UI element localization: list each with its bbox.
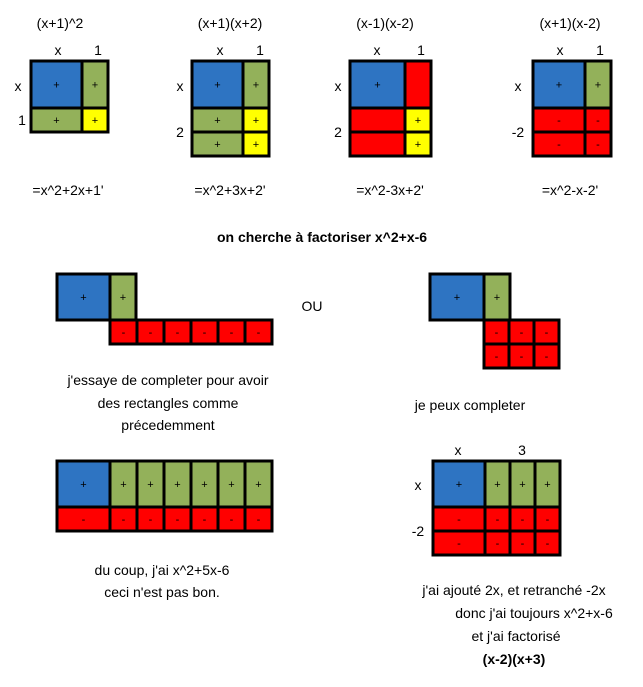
left-result-neg-unit-tile-2	[137, 507, 164, 531]
right-result-neg-unit-tile-r1c2-sign: -	[520, 514, 525, 526]
example-2-title: (x+1)(x+2)	[197, 15, 263, 31]
ex2-unit-tile-2-sign: +	[252, 139, 260, 151]
ex4-neg-x-tile-row2-sign: -	[557, 139, 561, 151]
right-result-neg-unit-tile-r2c3-sign: -	[545, 538, 550, 550]
right-left-label-x: x	[414, 477, 422, 493]
example-2-top-label-x: x	[216, 42, 224, 58]
right-neg-unit-tile-r2c1-sign: -	[494, 351, 499, 363]
right-result-neg-unit-tile-r2c2-sign: -	[520, 538, 525, 550]
left-result-neg-unit-tile-4	[191, 507, 218, 531]
ex3-neg-x-tile-row1	[350, 108, 405, 132]
ex2-x2-tile	[192, 61, 243, 108]
ex2-x-tile-row1-sign: +	[214, 115, 221, 127]
right-result-neg-x-tile-2-sign: -	[457, 538, 461, 550]
example-2-result: =x^2+3x+2'	[194, 182, 266, 198]
left-result-x-tile-6-sign: +	[255, 479, 262, 491]
right-neg-unit-tile-r1c3-sign: -	[544, 327, 549, 339]
left-neg-unit-tile-2-sign: -	[148, 327, 153, 339]
example-1-top-label-1: 1	[94, 42, 102, 58]
ex3-unit-tile-1	[405, 108, 431, 132]
ex2-x2-tile-sign: +	[214, 79, 221, 92]
right-x-tile	[484, 274, 510, 320]
ex4-neg-x-tile-row1-sign: -	[557, 115, 561, 127]
right-result-neg-unit-tile-r2c3	[535, 531, 560, 555]
left-result-x-tile-2	[137, 461, 164, 507]
right-neg-unit-tile-r2c2-sign: -	[519, 351, 524, 363]
left-result-x-tile-6	[245, 461, 272, 507]
example-1-left-label-x: x	[14, 78, 22, 94]
ex1-x2-tile-sign: +	[53, 79, 60, 92]
ex1-x-tile-bottom-sign: +	[53, 115, 60, 127]
example-4-left-label-neg2: -2	[511, 124, 525, 140]
left-result-x2-tile-sign: +	[80, 479, 87, 491]
left-result-x-tile-4	[191, 461, 218, 507]
example-2-top-label-1: 1	[256, 42, 264, 58]
right-result-neg-unit-tile-r1c2	[510, 507, 535, 531]
right-result-neg-x-tile-1-sign: -	[457, 514, 461, 526]
ex1-unit-tile	[82, 108, 108, 132]
ex2-unit-tile-2	[243, 132, 269, 156]
left-neg-unit-tile-6-sign: -	[256, 327, 261, 339]
left-result-x-tile-5-sign: +	[228, 479, 235, 491]
right-result-neg-unit-tile-r2c1	[485, 531, 510, 555]
ex4-neg-unit-tile-2	[585, 132, 611, 156]
or-label: OU	[301, 298, 323, 314]
left-result-neg-x-tile	[57, 507, 110, 531]
right-left-label-neg2: -2	[411, 523, 425, 539]
left-result-x-tile-1-sign: +	[120, 479, 127, 491]
ex1-x-tile-top-sign: +	[91, 79, 99, 92]
right-neg-unit-tile-r1c2	[509, 320, 534, 344]
left-result-x-tile-2-sign: +	[147, 479, 154, 491]
ex3-unit-tile-2	[405, 132, 431, 156]
ex1-x-tile-bottom	[31, 108, 82, 132]
ex2-x-tile-right-sign: +	[252, 79, 260, 92]
ex4-neg-unit-tile-1	[585, 108, 611, 132]
ex4-neg-unit-tile-1-sign: -	[596, 115, 600, 127]
ex2-x-tile-row2-sign: +	[214, 139, 221, 151]
right-neg-unit-tile-r1c1	[484, 320, 509, 344]
left-neg-unit-tile-1	[110, 320, 137, 344]
example-4-top-label-1: 1	[596, 42, 604, 58]
example-1-title: (x+1)^2	[36, 15, 84, 31]
left-result-neg-unit-tile-4-sign: -	[202, 514, 207, 526]
left-result-neg-unit-tile-1-sign: -	[121, 514, 126, 526]
right-neg-unit-tile-r2c3	[534, 344, 559, 368]
right-result-x-tile-1-sign: +	[494, 479, 501, 491]
left-neg-unit-tile-3-sign: -	[175, 327, 180, 339]
right-result-x-tile-1	[485, 461, 510, 507]
ex3-neg-x-tile-right	[405, 61, 431, 108]
left-neg-unit-tile-1-sign: -	[121, 327, 126, 339]
right-caption: je peux completer	[414, 397, 526, 413]
right-top-label-x: x	[454, 442, 462, 458]
right-neg-unit-tile-r2c1	[484, 344, 509, 368]
right-result-neg-unit-tile-r2c2	[510, 531, 535, 555]
example-2-left-label-x: x	[176, 78, 184, 94]
right-neg-unit-tile-r2c2	[509, 344, 534, 368]
right-top-label-3: 3	[518, 442, 526, 458]
right-result-x2-tile-sign: +	[455, 479, 463, 491]
right-x2-tile	[430, 274, 484, 320]
right-result-x-tile-2-sign: +	[519, 479, 526, 491]
left-result-x-tile-4-sign: +	[201, 479, 208, 491]
right-neg-unit-tile-r2c3-sign: -	[544, 351, 549, 363]
right-result-x2-tile	[433, 461, 485, 507]
ex3-x2-tile	[350, 61, 405, 108]
left-result-x-tile-3-sign: +	[174, 479, 181, 491]
right-result-neg-unit-tile-r1c3-sign: -	[545, 514, 550, 526]
ex1-unit-tile-sign: +	[91, 115, 99, 127]
example-1-top-label-x: x	[54, 42, 62, 58]
left-result-x-tile-5	[218, 461, 245, 507]
left-result-x-tile-3	[164, 461, 191, 507]
ex1-x2-tile	[31, 61, 82, 108]
ex1-x-tile-top	[82, 61, 108, 108]
left-x-tile-sign: +	[119, 292, 127, 304]
ex4-neg-x-tile-row2	[533, 132, 585, 156]
example-3-top-label-1: 1	[417, 42, 425, 58]
left-neg-unit-tile-3	[164, 320, 191, 344]
factorised-answer: (x-2)(x+3)	[482, 651, 546, 667]
ex4-x2-tile	[533, 61, 585, 108]
left-caption-line-1: j'essaye de completer pour avoir	[67, 372, 269, 388]
right-neg-unit-tile-r1c1-sign: -	[494, 327, 499, 339]
ex4-neg-unit-tile-2-sign: -	[596, 139, 600, 151]
right-result-line-1: j'ai ajouté 2x, et retranché -2x	[422, 582, 606, 598]
ex4-x-tile-right-sign: +	[594, 79, 602, 92]
left-result-neg-unit-tile-5	[218, 507, 245, 531]
right-result-neg-unit-tile-r1c1-sign: -	[495, 514, 500, 526]
left-result-line-1: du coup, j'ai x^2+5x-6	[94, 562, 230, 578]
left-result-neg-x-tile-sign: -	[81, 514, 86, 526]
right-result-x-tile-2	[510, 461, 535, 507]
left-result-x2-tile	[57, 461, 110, 507]
left-caption-line-2: des rectangles comme	[97, 395, 239, 411]
example-4-left-label-x: x	[514, 78, 522, 94]
left-neg-unit-tile-2	[137, 320, 164, 344]
left-result-neg-unit-tile-1	[110, 507, 137, 531]
ex3-unit-tile-1-sign: +	[414, 115, 422, 127]
ex4-x2-tile-sign: +	[555, 79, 563, 92]
left-result-line-2: ceci n'est pas bon.	[104, 584, 220, 600]
ex4-x-tile-right	[585, 61, 611, 108]
example-4-title: (x+1)(x-2)	[539, 15, 601, 31]
left-result-neg-unit-tile-3-sign: -	[175, 514, 180, 526]
left-result-neg-unit-tile-5-sign: -	[229, 514, 234, 526]
example-3-result: =x^2-3x+2'	[356, 182, 424, 198]
right-result-x-tile-3-sign: +	[544, 479, 551, 491]
left-x2-tile-sign: +	[80, 292, 87, 304]
left-caption-line-3: précedemment	[121, 417, 215, 433]
left-result-neg-unit-tile-6-sign: -	[256, 514, 261, 526]
ex4-neg-x-tile-row1	[533, 108, 585, 132]
example-1-left-label-1: 1	[18, 112, 26, 128]
ex2-x-tile-right	[243, 61, 269, 108]
right-x2-tile-sign: +	[453, 292, 461, 304]
ex2-unit-tile-1-sign: +	[252, 115, 260, 127]
example-3-title: (x-1)(x-2)	[356, 15, 414, 31]
right-result-neg-x-tile-2	[433, 531, 485, 555]
example-3-left-label-2: 2	[334, 124, 342, 140]
ex2-unit-tile-1	[243, 108, 269, 132]
left-neg-unit-tile-6	[245, 320, 272, 344]
left-result-neg-unit-tile-3	[164, 507, 191, 531]
example-1-result: =x^2+2x+1'	[32, 182, 104, 198]
example-3-top-label-x: x	[373, 42, 381, 58]
ex2-x-tile-row2	[192, 132, 243, 156]
left-neg-unit-tile-5-sign: -	[229, 327, 234, 339]
left-result-neg-unit-tile-2-sign: -	[148, 514, 153, 526]
left-x-tile	[110, 274, 136, 320]
right-result-neg-x-tile-1	[433, 507, 485, 531]
right-result-neg-unit-tile-r1c1	[485, 507, 510, 531]
ex3-neg-x-tile-row2	[350, 132, 405, 156]
left-neg-unit-tile-5	[218, 320, 245, 344]
right-result-line-3: et j'ai factorisé	[471, 628, 561, 644]
left-neg-unit-tile-4	[191, 320, 218, 344]
example-4-top-label-x: x	[556, 42, 564, 58]
right-result-line-2: donc j'ai toujours x^2+x-6	[455, 605, 613, 621]
right-neg-unit-tile-r1c2-sign: -	[519, 327, 524, 339]
example-3-left-label-x: x	[334, 78, 342, 94]
right-result-neg-unit-tile-r2c1-sign: -	[495, 538, 500, 550]
example-4-result: =x^2-x-2'	[541, 182, 599, 198]
left-result-neg-unit-tile-6	[245, 507, 272, 531]
left-x2-tile	[57, 274, 110, 320]
ex3-x2-tile-sign: +	[374, 79, 381, 92]
right-result-x-tile-3	[535, 461, 560, 507]
right-result-neg-unit-tile-r1c3	[535, 507, 560, 531]
left-neg-unit-tile-4-sign: -	[202, 327, 207, 339]
ex3-unit-tile-2-sign: +	[414, 139, 422, 151]
example-2-left-label-2: 2	[176, 124, 184, 140]
ex2-x-tile-row1	[192, 108, 243, 132]
right-neg-unit-tile-r1c3	[534, 320, 559, 344]
left-result-x-tile-1	[110, 461, 137, 507]
main-heading: on cherche à factoriser x^2+x-6	[216, 229, 428, 245]
right-x-tile-sign: +	[493, 292, 501, 304]
